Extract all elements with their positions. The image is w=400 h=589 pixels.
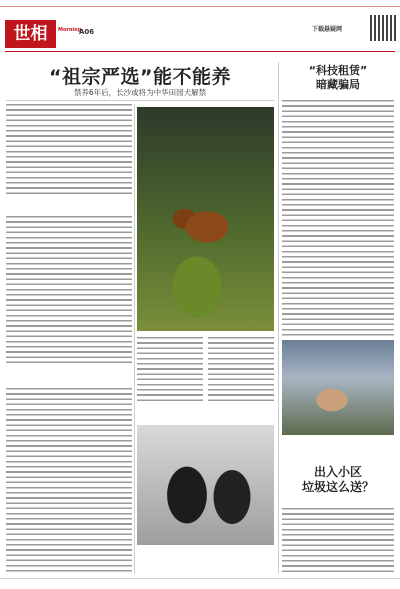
article-body-column bbox=[6, 388, 132, 574]
header-divider bbox=[5, 51, 395, 52]
page-number: A06 bbox=[79, 28, 95, 36]
article-body-column bbox=[6, 104, 132, 196]
lead-headline: “祖宗严选”能不能养 bbox=[49, 66, 231, 88]
puppy-photo bbox=[137, 425, 274, 545]
article-body-column bbox=[282, 508, 394, 574]
story-headline-line1: “科技租赁” bbox=[308, 64, 368, 77]
headline-divider bbox=[6, 100, 274, 101]
dog-photo bbox=[137, 107, 274, 331]
story-headline-line1: 出入小区 bbox=[313, 465, 362, 479]
story-headline-line2: 垃圾这么送？ bbox=[301, 480, 374, 494]
news-photo bbox=[282, 340, 394, 435]
dateline-strip bbox=[0, 0, 400, 7]
column-divider bbox=[134, 104, 135, 574]
article-body-column bbox=[282, 100, 394, 336]
lead-subhead: 禁养6年后，长沙或将为中华田园犬解禁 bbox=[73, 88, 207, 97]
article-body-column bbox=[6, 216, 132, 366]
article-body-column bbox=[208, 337, 274, 401]
story-headline-line2: 暗藏骗局 bbox=[316, 78, 360, 91]
column-divider bbox=[278, 62, 279, 574]
page-footer bbox=[0, 578, 400, 589]
download-promo[interactable]: 下载悬疑网 bbox=[312, 26, 343, 33]
brand-logo: Morning bbox=[58, 27, 82, 33]
section-banner: 世相 bbox=[5, 20, 56, 48]
qr-code-icon[interactable] bbox=[370, 15, 396, 41]
article-body-column bbox=[137, 337, 203, 401]
